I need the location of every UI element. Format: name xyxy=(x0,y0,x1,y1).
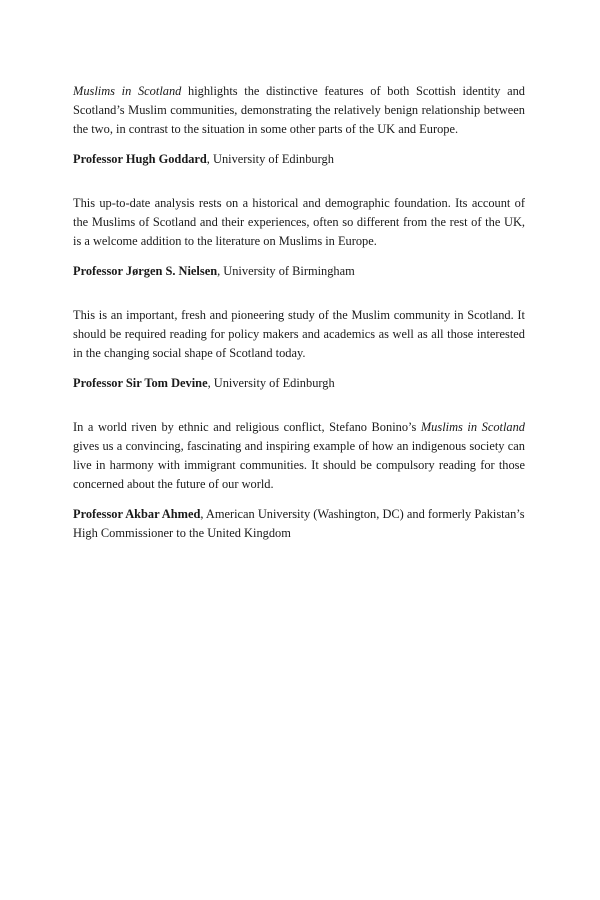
endorser-name: Professor Hugh Goddard xyxy=(73,152,207,166)
endorsement-body: In a world riven by ethnic and religious conflict, Stefano Bonino’s xyxy=(73,420,421,434)
endorsement-goddard xyxy=(73,82,525,169)
endorser-name: Professor Jørgen S. Nielsen xyxy=(73,264,218,278)
endorser-affiliation: , University of Birmingham xyxy=(217,264,355,278)
endorsement-body: This up-to-date analysis rests on a historical and demographic foundation. Its account of the Muslims of Scotland and their experiences, often so different from the rest of the UK, is a welcome addition to the literature on Muslims in Europe. xyxy=(73,196,525,248)
endorsement-text xyxy=(73,82,525,139)
endorsement-body: highlights the distinctive features of both Scottish identity and Scotland’s Muslim communities, demonstrating the relatively benign relationship between the two, in contrast to the situation in some other parts of the UK and Europe. xyxy=(73,84,525,136)
endorsement-attribution xyxy=(73,262,525,281)
endorsement-attribution xyxy=(73,505,525,543)
book-title: Muslims in Scotland xyxy=(73,84,182,98)
endorsement-body: This is an important, fresh and pioneering study of the Muslim community in Scotland. It should be required reading for policy makers and academics as well as all those interested in the changing social shape of Scotland today. xyxy=(73,308,525,360)
endorser-name: Professor Sir Tom Devine xyxy=(73,376,208,390)
endorsement-text xyxy=(73,306,525,363)
endorsement-attribution xyxy=(73,150,525,169)
endorsement-nielsen xyxy=(73,194,525,281)
endorser-name: Professor Akbar Ahmed xyxy=(73,507,201,521)
endorsement-text xyxy=(73,418,525,494)
endorsements-section xyxy=(73,82,525,568)
book-title: Muslims in Scotland xyxy=(420,420,525,434)
endorser-affiliation: , University of Edinburgh xyxy=(207,376,335,390)
endorser-affiliation: , University of Edinburgh xyxy=(206,152,334,166)
endorsement-body: gives us a convincing, fascinating and inspiring example of how an indigenous society can live in harmony with immigrant communities. It should be compulsory reading for those concerned about the future of our world. xyxy=(73,439,525,491)
endorsement-devine xyxy=(73,306,525,393)
endorsement-attribution xyxy=(73,374,525,393)
endorsement-ahmed xyxy=(73,418,525,543)
endorser-affiliation: , American University (Washington, DC) and formerly Pakistan’s High Commissioner to the United Kingdom xyxy=(73,507,525,540)
endorsement-text xyxy=(73,194,525,251)
